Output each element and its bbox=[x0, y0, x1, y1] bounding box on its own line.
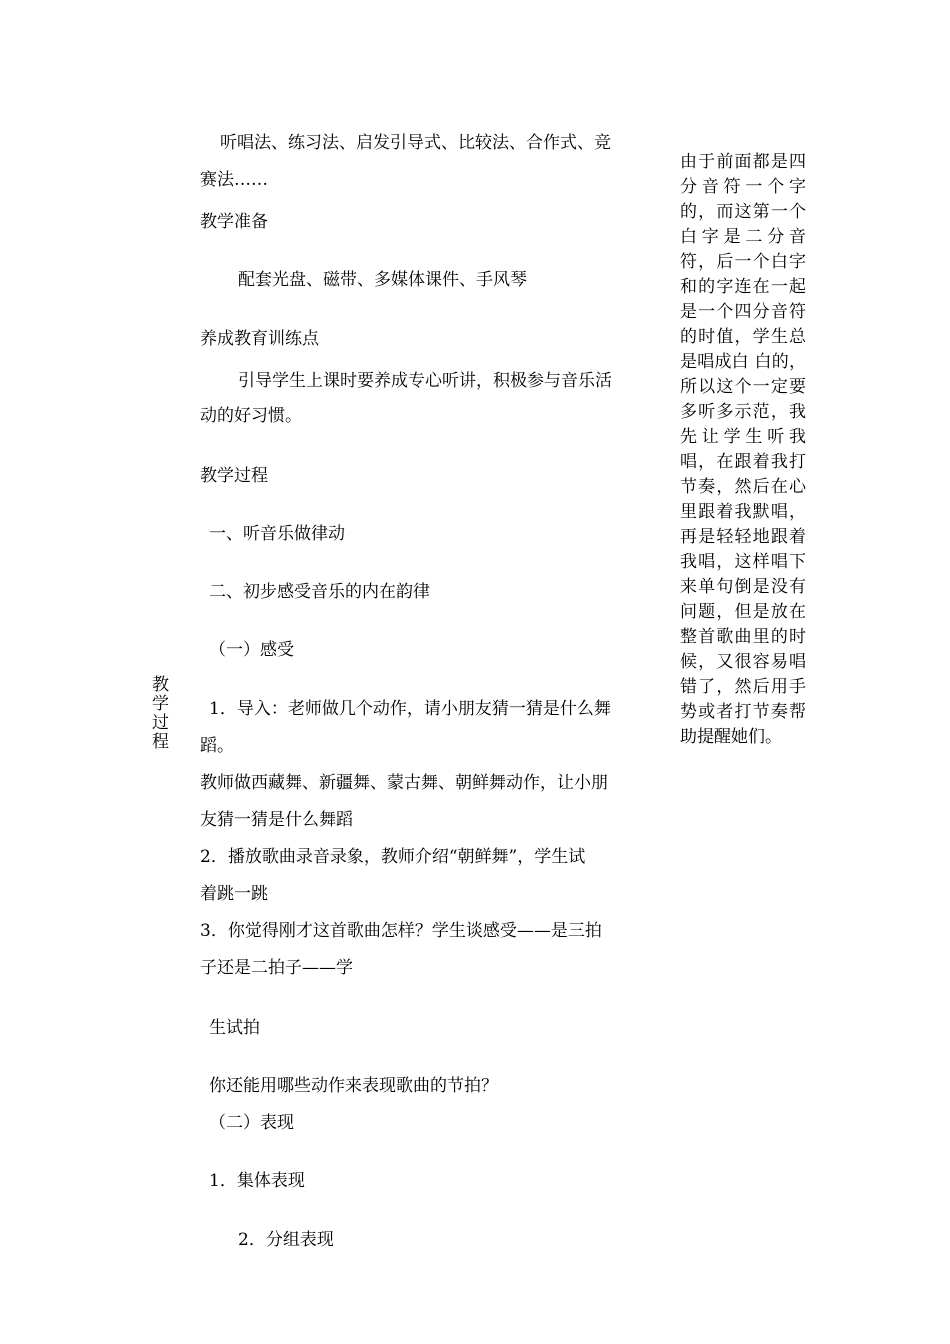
methods-line-1: 听唱法、练习法、启发引导式、比较法、合作式、竞 bbox=[220, 133, 611, 153]
item-1-line-4: 友猜一猜是什么舞蹈 bbox=[200, 810, 353, 830]
habit-heading: 养成教育训练点 bbox=[200, 329, 319, 349]
methods-line-2: 赛法…… bbox=[200, 170, 268, 190]
item-3-line-1: 3．你觉得刚才这首歌曲怎样？学生谈感受——是三拍 bbox=[200, 921, 602, 941]
item-1-line-3: 教师做西藏舞、新疆舞、蒙古舞、朝鲜舞动作，让小朋 bbox=[200, 773, 608, 793]
perform-item-1: 1．集体表现 bbox=[209, 1171, 305, 1191]
subsection-feel-heading: （一）感受 bbox=[209, 640, 294, 660]
item-2-line-1: 2．播放歌曲录音录象，教师介绍“朝鲜舞”，学生试 bbox=[200, 847, 586, 867]
subsection-perform-heading: （二）表现 bbox=[209, 1113, 294, 1133]
process-heading: 教学过程 bbox=[200, 466, 268, 486]
item-3-line-3: 生试拍 bbox=[209, 1018, 260, 1038]
teaching-reflection-note: 由于前面都是四分音符一个字的，而这第一个白字是二分音符，后一个白字和的字连在一起是一个四分音符的时值，学生总是唱成白 白的，所以这个一定要多听多示范，我先让学生听我唱，在跟着我打节奏，然后在心里跟着我默唱，再是轻轻地跟着我唱，这样唱下来单句倒是没有问题，但是放在整首歌曲里的时候，又很容易唱错了，然后用手势或者打节奏帮助提醒她们。 bbox=[680, 152, 806, 747]
question-text: 你还能用哪些动作来表现歌曲的节拍？ bbox=[209, 1076, 498, 1096]
side-section-label: 教学过程 bbox=[152, 675, 169, 752]
item-3-line-2: 子还是二拍子——学 bbox=[200, 958, 353, 978]
item-1-line-2: 蹈。 bbox=[200, 736, 234, 756]
section-1-heading: 一、听音乐做律动 bbox=[209, 524, 345, 544]
item-1-line-1: 1．导入：老师做几个动作，请小朋友猜一猜是什么舞 bbox=[209, 699, 611, 719]
habit-line-2: 动的好习惯。 bbox=[200, 406, 302, 426]
habit-line-1: 引导学生上课时要养成专心听讲，积极参与音乐活 bbox=[238, 371, 612, 391]
item-2-line-2: 着跳一跳 bbox=[200, 884, 268, 904]
prep-heading: 教学准备 bbox=[200, 212, 268, 232]
section-2-heading: 二、初步感受音乐的内在韵律 bbox=[209, 582, 430, 602]
perform-item-2: 2．分组表现 bbox=[238, 1230, 334, 1250]
prep-text: 配套光盘、磁带、多媒体课件、手风琴 bbox=[238, 270, 527, 290]
